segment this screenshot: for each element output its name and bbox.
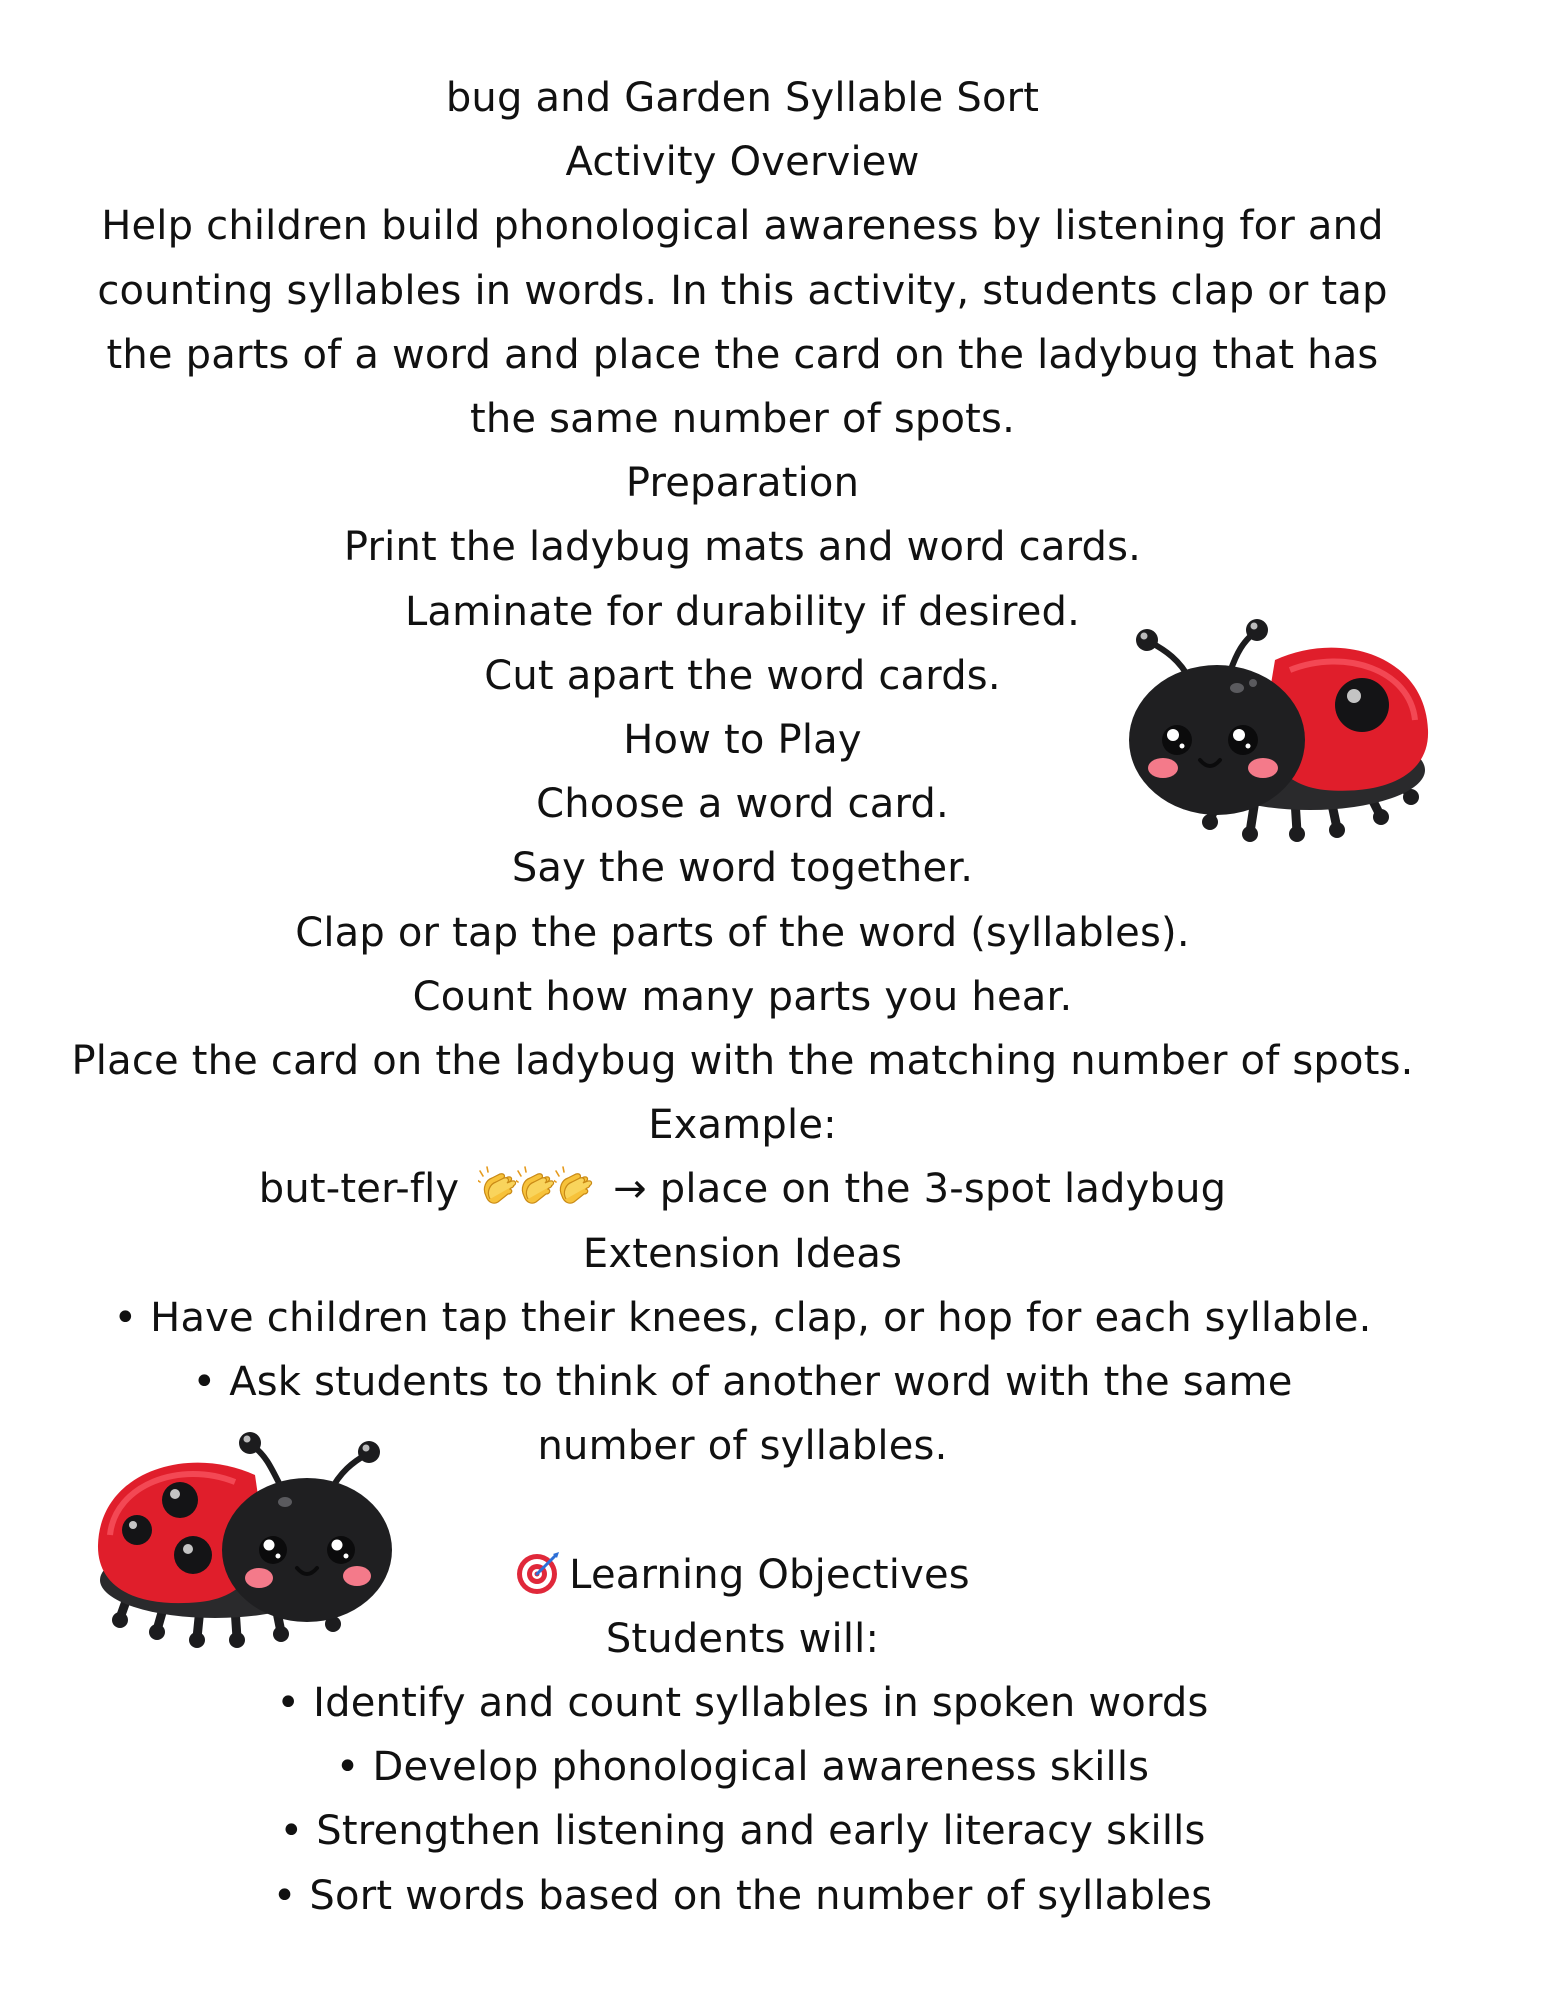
objective-item: • Sort words based on the number of syllables [272,1872,1213,1919]
overview-line: Help children build phonological awareness by listening for and [101,203,1384,250]
objective-item: • Develop phonological awareness skills [335,1744,1150,1791]
how-to-play-step: Place the card on the ladybug with the matching number of spots. [71,1038,1414,1085]
document-title: bug and Garden Syllable Sort [445,75,1040,121]
ladybug-illustration [95,1430,395,1655]
example-line [70,1157,1415,1221]
how-to-play-step: Choose a word card. [536,781,949,828]
objective-item: • Strengthen listening and early literacy skills [279,1808,1206,1855]
clapping-hands-icons [478,1157,592,1221]
how-to-play-step: Count how many parts you hear. [412,973,1073,1020]
preparation-step: Laminate for durability if desired. [404,588,1081,635]
overview-line: the same number of spots. [469,396,1016,443]
extension-heading: Extension Ideas [582,1230,903,1277]
how-to-play-step: Say the word together. [511,845,974,892]
preparation-step: Print the ladybug mats and word cards. [343,524,1142,571]
extension-idea: • Have children tap their knees, clap, or hop for each syllable. [113,1294,1372,1341]
how-to-play-heading: How to Play [623,717,862,764]
target-icon [515,1550,561,1596]
example-heading: Example: [648,1102,837,1149]
preparation-step: Cut apart the word cards. [484,652,1001,699]
overview-line: the parts of a word and place the card on the ladybug that has [106,331,1379,378]
how-to-play-step: Clap or tap the parts of the word (syllables). [295,909,1190,956]
clapping-hands-icon [554,1166,594,1210]
extension-idea: • Ask students to think of another word with the same number of syllables. [192,1359,1293,1470]
overview-heading: Activity Overview [565,139,920,186]
clapping-hands-icon [478,1166,518,1210]
overview-line: counting syllables in words. In this activity, students clap or tap [97,267,1388,314]
example-word: but-ter-fly [258,1166,460,1213]
example-result: → place on the 3-spot ladybug [613,1166,1227,1213]
ladybug-illustration [1125,610,1435,845]
objectives-intro: Students will: [605,1615,880,1662]
clapping-hands-icon [516,1166,556,1210]
objective-item: • Identify and count syllables in spoken words [276,1680,1209,1727]
objectives-heading: Learning Objectives [569,1551,970,1598]
preparation-heading: Preparation [625,460,860,507]
